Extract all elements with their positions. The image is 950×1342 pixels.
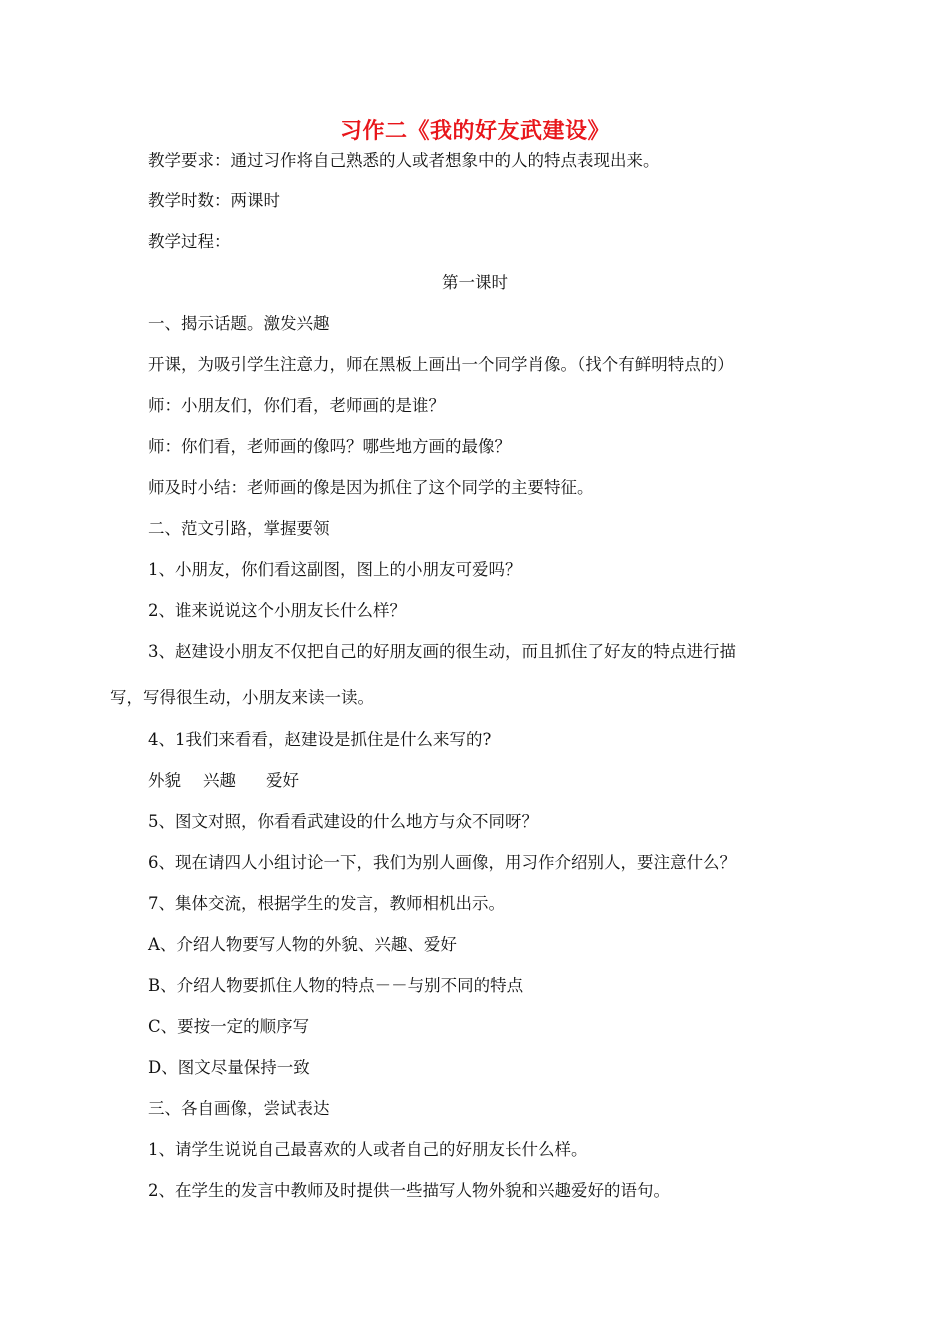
aspect-word: 爱好 xyxy=(266,771,299,790)
section-heading-1: 一、揭示话题。激发兴趣 xyxy=(148,314,330,333)
list-item: 7、集体交流，根据学生的发言，教师相机出示。 xyxy=(148,894,505,913)
section-heading-2: 二、范文引路，掌握要领 xyxy=(148,519,330,538)
list-item: 2、在学生的发言中教师及时提供一些描写人物外貌和兴趣爱好的语句。 xyxy=(148,1181,670,1200)
list-item: 4、1我们来看看，赵建设是抓住是什么来写的? xyxy=(148,730,492,749)
aspects-line xyxy=(148,770,299,792)
list-item: 1、小朋友，你们看这副图，图上的小朋友可爱吗？ xyxy=(148,560,522,579)
paragraph-line: 开课，为吸引学生注意力，师在黑板上画出一个同学肖像。（找个有鲜明特点的） xyxy=(148,355,734,374)
teaching-process-label: 教学过程： xyxy=(148,232,231,251)
teaching-requirement: 教学要求：通过习作将自己熟悉的人或者想象中的人的特点表现出来。 xyxy=(148,151,660,170)
lesson-heading: 第一课时 xyxy=(442,273,508,292)
paragraph-line: 师：小朋友们，你们看，老师画的是谁？ xyxy=(148,396,445,415)
list-item: C、要按一定的顺序写 xyxy=(148,1017,310,1036)
list-item: B、介绍人物要抓住人物的特点－－与别不同的特点 xyxy=(148,976,524,995)
list-item: D、图文尽量保持一致 xyxy=(148,1058,310,1077)
list-item: A、介绍人物要写人物的外貌、兴趣、爱好 xyxy=(148,935,457,954)
teaching-hours: 教学时数：两课时 xyxy=(148,191,280,210)
list-item: 1、请学生说说自己最喜欢的人或者自己的好朋友长什么样。 xyxy=(148,1140,588,1159)
list-item: 2、谁来说说这个小朋友长什么样？ xyxy=(148,601,406,620)
list-item: 6、现在请四人小组讨论一下，我们为别人画像，用习作介绍别人，要注意什么？ xyxy=(148,853,736,872)
paragraph-line: 师及时小结：老师画的像是因为抓住了这个同学的主要特征。 xyxy=(148,478,594,497)
list-item: 5、图文对照，你看看武建设的什么地方与众不同呀？ xyxy=(148,812,538,831)
section-heading-3: 三、各自画像，尝试表达 xyxy=(148,1099,330,1118)
list-item: 3、赵建设小朋友不仅把自己的好朋友画的很生动，而且抓住了好友的特点进行描 xyxy=(148,642,736,661)
aspect-word: 兴趣 xyxy=(203,771,236,790)
paragraph-line: 师：你们看，老师画的像吗？哪些地方画的最像？ xyxy=(148,437,511,456)
list-item-continuation: 写，写得很生动，小朋友来读一读。 xyxy=(110,688,374,707)
document-title: 习作二《我的好友武建设》 xyxy=(339,118,610,144)
aspect-word: 外貌 xyxy=(148,771,181,790)
